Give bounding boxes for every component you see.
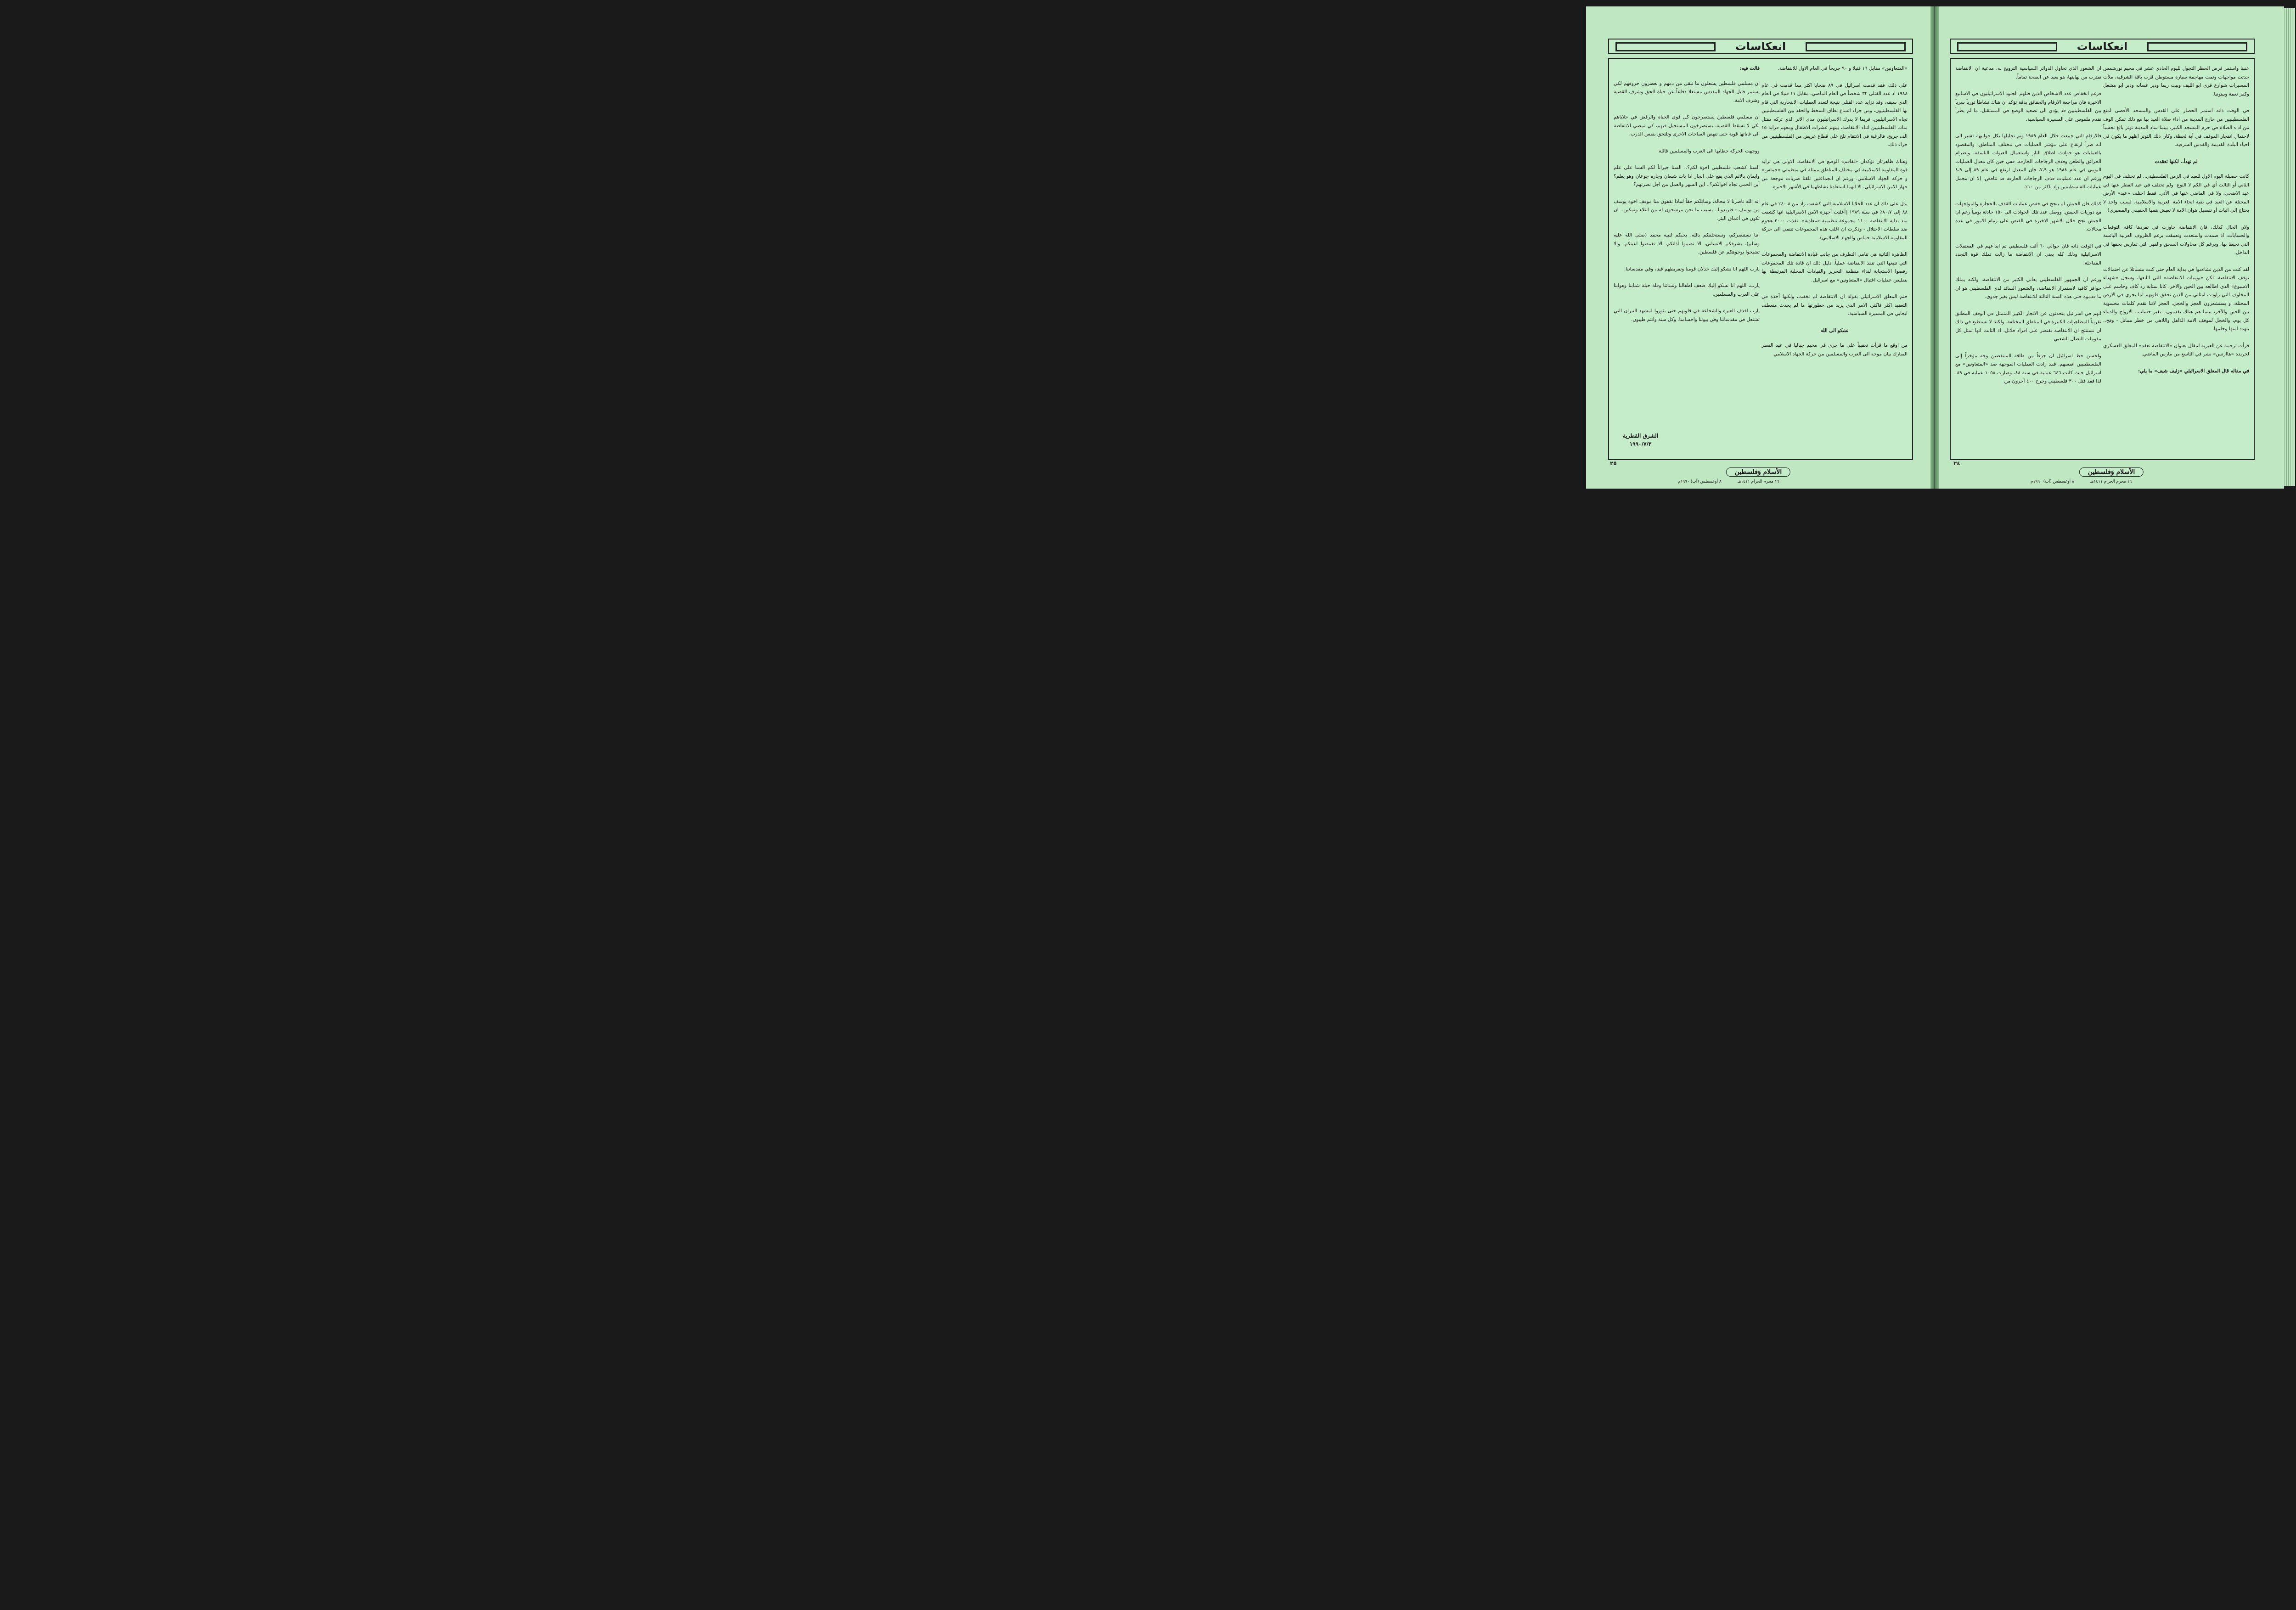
paragraph: وهناك ظاهرتان تؤكدان «تفاقم» الوضع في الانتفاضة. الاولى هي تزايد قوة المقاومة الاسلامية في مختلف المناطق ممثلة في منظمتي «حماس» و حركة الجهاد الاسلامي. ورغم ان الجماعتين تلقتا ضربات موجعة من جهاز الامن الاسرائيلي، الا انهما استعادتا نشاطهما في الأشهر الاخيرة. <box>1761 158 1908 190</box>
paragraph: على ذلك، فقد قدمت اسرائيل في ٨٩ ضحايا اكثر مما قدمت في عام ١٩٨٨ اذ عدد القتلى ٣٢ شخصاً في العام الماضي، مقابل ١١ قتيلا في العام الذي سبقه، وقد تزايد عدد القتلى نتيجة لتعدد العمليات الانتحارية التي قام بها الفلسطينيون، ومن جراء اتساع نطاق السخط والحقد بين الفلسطينيين تجاه الاسرائيليين. فربما لا يدرك الاسرائيليون مدى الاثر الذي تركه مقتل مئات الفلسطينيين اثناء الانتفاضة، بينهم عشرات الاطفال ومعهم قرابة ١٥ الف جريح. فالرغبة في الانتقام تلح على قطاع عريض من الفلسطينيين من جراء ذلك. <box>1761 82 1908 147</box>
paragraph: في مقاله قال المعلق الاسرائيلي «زئيف شيف» ما يلي: <box>2138 368 2249 374</box>
paragraph: قالت فيه: <box>1739 66 1760 71</box>
column-left <box>1614 64 1760 432</box>
page-footer <box>1586 467 1930 484</box>
column-right <box>1761 64 1908 432</box>
paragraph: ان مسلمي فلسطين يشعلون ما تبقى من دمهم و بعصرون حروقهم لكي يستمر فتيل الجهاد المقدس مشتعلا دفاعاً عن حياة الحق وشرف القضية وشرف الامة. <box>1614 80 1760 103</box>
subheading: نشكو الى الله <box>1820 327 1849 333</box>
section-title: انعكاسات <box>2077 40 2128 53</box>
paragraph: يارب اللهم انا نشكو إليك خذلان قومنا وتفريطهم فينا، وفي مقدساتنا. <box>1624 266 1760 272</box>
source-signature <box>1623 432 1658 448</box>
paragraph: ووجهت الحركة خطابها الى العرب والمسلمين قائلة: <box>1657 148 1760 154</box>
paragraph: يارب، اللهم انا نشكو إليك ضعف اطفالنا ونسائنا وقلة حيلة شبابنا وهواننا على العرب والمسلمين. <box>1614 283 1760 297</box>
page-number: ٢٤ <box>1953 460 1960 467</box>
paragraph: انهم في اسرائيل يتحدثون عن الانجاز الكبير المتمثل في الوقف المطلق تقريباً للمظاهرات الكبيرة في المناطق المختلفة. ولكننا لا نستطيع في ذلك ان نستنتج ان الانتفاضة تقتصر على افراد قلائل، اذ الثابت انها تمثل كل مقومات النضال الشعبي. <box>1955 310 2101 342</box>
paragraph: يارب اقذف الغيرة والشجاعة في قلوبهم حتى يثوروا لمشهد النيران التي تشتعل في مقدساتنا وفي بيوتنا واجسامنا. وكل سنة وانتم طيبون. <box>1614 308 1760 322</box>
paragraph: ورغم ان الجمهور الفلسطيني يعاني الكثير من الانتفاضة، ولكنه يملك حوافز كافية لاستمرار الانتفاضة، والشعور السائد لدى الفلسطيني هو ان ما قدموه حتى هذه السنة الثالثة للانتفاضة ليس بغير جدوى. <box>1955 277 2101 299</box>
paragraph: لقد كنت من الذين تشاءموا في بداية العام حتى كنت متسائلا عن احتمالات توقف الانتفاضة. لكن «يوميات الانتفاضة» التي اتابعها، وسجل «شهداء الاسبوع» الذي اطالعه بين الحين والآخر، كانا بمثابة رد كاف وحاسم على المخاوف التي راودت امثالي من الذين تخفق قلوبهم لما يجري في الارض المحتلة، و يستشعرون العجز والخجل. العجز لاننا نقدم كلمات محسوبة بين الحين والآخر، بينما هم هناك يقدمون.. بغير حساب.. الارواح والدماء كل يوم، والخجل لموقف الامة الذاهل واللاهي من خطر مماثل - وفج.. يتهدد امنها وحلمها. <box>2103 266 2249 332</box>
magazine-logo: الأسلام وَفلسطين <box>2079 467 2144 477</box>
date-gregorian: ٨ أوغسطس (آب) ١٩٩٠م <box>1678 479 1722 484</box>
subheading: لم نهدأ.. لكنها تعقدت <box>2155 158 2198 164</box>
magazine-spread <box>1576 0 2296 495</box>
paragraph: في الوقت ذاته استمر الحصار على القدس والمسجد الأقصى لمنع الفلسطينيين من خارج المدينة من اداء صلاة العيد بها مع ذلك تمكن الوف من اداء الصلاة في حرم المسجد الكبير، بينما ساد المدينة توتر بالغ تحسباً لاحتمال انفجار الموقف في أية لحظة، وكان ذلك التوتر اظهر ما يكون في احياء البلدة القديمة والقدس الشرقية. <box>2103 108 2249 147</box>
right-page <box>1939 6 2284 489</box>
paragraph: عنبتا واستمر فرض الحظر التجول لليوم الحادي عشر في مخيم نورشمس حدثت مواجهات وتمت مهاجمة سيارة مستوطن قرب باقة الشرقية، ملأت المسيرات شوارع قرى ابو الليف وبيت ريما ودير غسانه ودير ابو مشعل وكفر نعمة وبيتونيا. <box>2103 66 2249 97</box>
column-right <box>2103 64 2249 432</box>
paragraph: في الوقت ذاته فان حوالي ٦٠ ألف فلسطيني تم ايداعهم في المعتقلات الاسرائيلية وذلك كله يعني ان الانتفاضة ما زالت تملك قوة التجدد المفاجئة. <box>1955 243 2101 266</box>
paragraph: يدل على ذلك ان عدد الخلايا الاسلامية التي كشفت زاد من ٤٠،٨٪ في عام ٨٨ إلى ٨٠،٧٪ في سنة ١٩٨٩ [أعلنت أجهزة الامن الاسرائيلية انها كشفت منذ بداية الانتفاضة ١١٠٠ مجموعة تنظيمية «معادية». نفذت ٣٠٠٠ هجوم ضد سلطات الاحتلال - وذكرت ان اغلب هذه المجموعات تنتمي الى حركة المقاومة الاسلامية حماس والجهاد الاسلامي). <box>1761 201 1908 241</box>
paragraph: كذلك فان الجيش لم ينجح في خفض عمليات القذف بالحجارة والمواجهات مع دوريات الجيش. ووصل عدد تلك الحوادث الى ١٥٠ حادثة يومياً رغم ان الجيش نجح خلال الاشهر الاخيرة في القبض على زمام الامور في عدة مجالات. <box>1955 201 2101 232</box>
paragraph: فرغم انخفاض عدد الاشخاص الذين قتلهم الجنود الاسرائيليون في الاسابيع الاخيرة فان مراجعة الارقام والحقائق بدقة تؤكد ان هناك نشاطاً ثورياً سرياً بين الفلسطينيين قد يؤدي الى تصعيد الوضع في المستقبل، ما لم يطرأ تقدم ملموس على المسيرة السياسية. <box>1955 91 2101 122</box>
source-name: الشرق القطرية <box>1623 433 1659 439</box>
paragraph: فالارقام التي جمعت خلال العام ١٩٨٩ وتم تحليلها بكل جوانبها، تشير الى انه طرأ ارتفاع على مؤشر العمليات في مختلف المناطق. والمقصود بالعمليات هو حوادث اطلاق النار واستعمال العبوات الناسفة، واضرام الحرائق والطعن وقذف الزجاجات الحارقة. ففي حين كان معدل العمليات اليومي في عام ١٩٨٨ هو ٧،٩، فان المعدل ارتفع في عام ٨٩ إلى ٨،٩ ورغم ان عدد عمليات قذف الزجاجات الحارقة قد تناقص، إلا ان مجمل عمليات الفلسطينيين زاد باكثر من ١٠٪. <box>1955 133 2101 190</box>
paragraph: ولان الحال كذلك، فان الانتفاضة جاوزت في تفردها كافة التوقعات والحسابات، اذ صمدت واستعدت وتعمقت برغم الظروف العربية البائسة التي تحيط بها، وبرغم كل محاولات السحق والقهر التي تمارس بحقها في الداخل. <box>2103 224 2249 255</box>
paragraph: اننا نستنصركم، ونستحلفكم بالله، بحبكم لنبيه محمد (صلى الله عليه وسلم)، بشرفكم الانساني، الا تصموا آذانكم، الا تغمضوا اعينكم، والا تشيحوا بوجوهكم عن فلسطين. <box>1614 232 1760 255</box>
source-date: ١٩٩٠/٧/٣ <box>1629 441 1652 447</box>
section-title: انعكاسات <box>1735 40 1786 53</box>
paragraph: ان مسلمي فلسطين يستصرخون كل قوى الحياة والرفض في خلاياهم لكي لا تسقط القضية، يستصرخون المستحيل فيهم، كي تمضي الانتفاضة الى غاياتها قوية حتى تنهض الساحات الاخرى وتلتحق بنفس الدرب. <box>1614 114 1760 137</box>
paragraph: الظاهرة الثانية هي تنامي التطرف من جانب قيادة الانتفاضة والمجموعات التي تتبعها التي تنفذ الانتفاضة عملياً. دليل ذلك ان قادة تلك المجموعات رفضوا الاستجابة لنداء منظمة التحرير والقيادات المحلية المرتبطة بها بتقليص عمليات اغتيال «المتعاونين» مع اسرائيل. <box>1761 252 1908 283</box>
article-frame <box>1950 58 2255 460</box>
section-banner <box>1608 39 1913 54</box>
paragraph: انه الله ناصرنا لا محالة، وسائلكم حقاً لماذا تقفون منا موقف اخوة يوسف من يوسف - فتريدونا.. بسبب ما نحن مرشحون له من ابتلاء وتمكين.. ان تكون في أعماق البئر. <box>1614 198 1760 221</box>
article-frame <box>1608 58 1913 460</box>
paragraph: السنا كشعب فلسطيني اخوة لكم؟.. السنا جيراناً لكم السنا على علم وايمان بالاثم الذي يقع على الجار اذا بات شبعان وجاره جوعان وهو يعلم؟ أين الحمي تجاه اخوانكم؟.. اين السهر والعمل من اجل نصرتهم؟ <box>1614 165 1760 187</box>
paragraph: ان الشعور الذي تحاول الدوائر السياسية الترويج له، مدعية ان الانتفاضة تقترب من نهايتها، هو بعيد عن الصحة تماماً. <box>1955 66 2101 80</box>
left-page <box>1586 6 1930 489</box>
page-edges <box>2283 8 2295 486</box>
paragraph: من اوقع ما قرأت تعقيباً على ما جرى في مخيم جباليا في عيد الفطر المبارك بيان موجه الى العرب والمسلمين من حركة الجهاد الاسلامي <box>1761 343 1908 357</box>
magazine-logo: الأسلام وَفلسطين <box>1726 467 1790 477</box>
paragraph: كانت حصيلة اليوم الاول للعيد في الزمن الفلسطيني.. لم تختلف في اليوم الثاني أو الثالث أي في الكم لا النوع. ولم تختلف في عيد الفطر عنها في عيد الاضحى، ولا في الماضي عنها في الآتي. فقط اختلف «عيد» الأرض المحتلة عن العيد في بقية انحاء الامة العربية والاسلامية. لسبب واحد لا يحتاج إلى اثبات أو تفصيل هوان الامة لا تعيش همها الحقيقي والمصيري! <box>2103 174 2249 213</box>
paragraph: ختم المعلق الاسرائيلي بقوله ان الانتفاضة لم تخفت، ولكنها آخذة في التعقيد اكثر فاكثر، الامر الذي يزيد من خطورتها ما لم يحدث منعطف ايجابي في المسيرة السياسية. <box>1761 294 1908 316</box>
page-number: ٢٥ <box>1610 460 1617 467</box>
paragraph: ولحسن حظ اسرائيل ان جزءاً من طاقة المنتفضين وجه مؤخراً إلى الفلسطينيين انفسهم. فقد زادت العمليات الموجهة ضد «المتعاونين» مع اسرائيل حيث كانت ٦٤٦ عملية في سنة ٨٨، وصارت ١٠٥٨ عملية في ٨٩. لذا فقد قتل ٣٠٠ فلسطيني وجرح ٤٠٠ آخرون من <box>1955 353 2101 384</box>
binding-gutter <box>1930 6 1940 489</box>
paragraph: قرأت ترجمة عن العبرية لمقال بعنوان «الانتفاضة تعقد» للمعلق العسكري لجريدة «هاآرتس» نشر في التاسع من مارس الماضي. <box>2103 343 2249 357</box>
section-banner <box>1950 39 2255 54</box>
page-footer <box>1939 467 2284 484</box>
date-gregorian: ٨ أوغسطس (آب) ١٩٩٠م <box>2031 479 2074 484</box>
date-hijri: ١٦ محرم الحرام ١٤١١هـ <box>1738 479 1779 484</box>
date-hijri: ١٦ محرم الحرام ١٤١١هـ <box>2090 479 2132 484</box>
paragraph: «المتعاونين» مقابل ١٦ قتيلا و ٩٠ جريحاً في العام الاول للانتفاضة. <box>1778 66 1908 71</box>
column-left <box>1955 64 2101 432</box>
